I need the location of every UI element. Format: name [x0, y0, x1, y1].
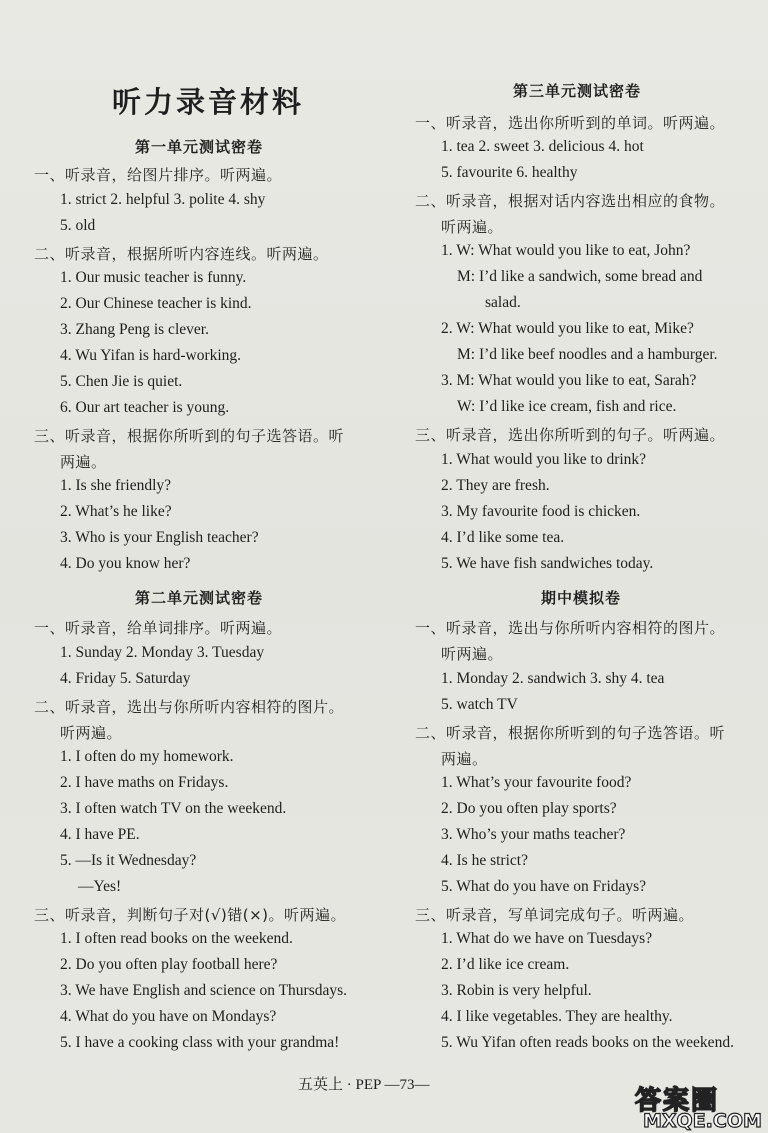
unit3-q3: 三、听录音，选出你所听到的句子。听两遍。: [415, 426, 726, 444]
unit1-q2-item: 5. Chen Jie is quiet.: [60, 373, 183, 390]
unit1-title: 第一单元测试密卷: [135, 138, 264, 156]
unit2-q1-item: 4. Friday 5. Saturday: [60, 670, 191, 687]
midterm-q3: 三、听录音，写单词完成句子。听两遍。: [415, 906, 695, 924]
unit1-q3-item: 4. Do you know her?: [60, 555, 191, 572]
unit3-q2-item: salad.: [485, 294, 521, 311]
unit3-q1-item: 1. tea 2. sweet 3. delicious 4. hot: [441, 138, 644, 155]
unit3-q3-item: 5. We have fish sandwiches today.: [441, 555, 654, 572]
unit3-q3-item: 3. My favourite food is chicken.: [441, 503, 641, 520]
unit3-q2-item: 2. W: What would you like to eat, Mike?: [441, 320, 694, 337]
unit2-q2: 二、听录音，选出与你所听内容相符的图片。: [34, 698, 345, 716]
unit3-q1-item: 5. favourite 6. healthy: [441, 164, 578, 181]
unit1-q3-cont: 两遍。: [60, 453, 107, 471]
midterm-q1: 一、听录音，选出与你所听内容相符的图片。: [415, 619, 726, 637]
unit1-q2-item: 4. Wu Yifan is hard-working.: [60, 347, 242, 364]
unit3-q2-item: 3. M: What would you like to eat, Sarah?: [441, 372, 697, 389]
unit3-q3-item: 4. I’d like some tea.: [441, 529, 565, 546]
unit1-q1: 一、听录音，给图片排序。听两遍。: [34, 166, 283, 184]
unit1-q2-item: 3. Zhang Peng is clever.: [60, 321, 209, 338]
unit2-q2-item: 2. I have maths on Fridays.: [60, 774, 229, 791]
midterm-q2: 二、听录音，根据你所听到的句子选答语。听: [415, 724, 726, 742]
unit1-q3: 三、听录音，根据你所听到的句子选答语。听: [34, 427, 345, 445]
unit3-q3-item: 1. What would you like to drink?: [441, 451, 647, 468]
unit3-q2-cont: 听两遍。: [441, 218, 504, 236]
page-title: 听力录音材料: [112, 85, 305, 119]
unit1-q2-item: 6. Our art teacher is young.: [60, 399, 230, 416]
watermark-bottom: MXQE.COM: [643, 1110, 762, 1132]
unit3-q2-item: M: I’d like beef noodles and a hamburger.: [457, 346, 718, 363]
midterm-q2-cont: 两遍。: [441, 750, 488, 768]
midterm-q3-item: 4. I like vegetables. They are healthy.: [441, 1008, 673, 1025]
unit1-q1-item: 5. old: [60, 217, 96, 234]
unit1-q3-item: 2. What’s he like?: [60, 503, 172, 520]
midterm-q3-item: 2. I’d like ice cream.: [441, 956, 570, 973]
midterm-q3-item: 3. Robin is very helpful.: [441, 982, 592, 999]
unit1-q1-item: 1. strict 2. helpful 3. polite 4. shy: [60, 191, 266, 208]
unit2-q3-item: 5. I have a cooking class with your grandma!: [60, 1034, 340, 1051]
midterm-q2-item: 1. What’s your favourite food?: [441, 774, 632, 791]
unit1-q2-item: 2. Our Chinese teacher is kind.: [60, 295, 252, 312]
midterm-q2-item: 4. Is he strict?: [441, 852, 528, 869]
unit2-q2-cont: 听两遍。: [60, 724, 123, 742]
unit2-q2-item: 4. I have PE.: [60, 826, 140, 843]
unit2-q2-item: 3. I often watch TV on the weekend.: [60, 800, 287, 817]
midterm-q2-item: 3. Who’s your maths teacher?: [441, 826, 626, 843]
unit2-q2-item: 1. I often do my homework.: [60, 748, 234, 765]
unit2-q3-item: 2. Do you often play football here?: [60, 956, 278, 973]
midterm-q3-item: 1. What do we have on Tuesdays?: [441, 930, 653, 947]
unit1-q3-item: 3. Who is your English teacher?: [60, 529, 259, 546]
midterm-q1-cont: 听两遍。: [441, 645, 504, 663]
unit3-q3-item: 2. They are fresh.: [441, 477, 550, 494]
midterm-q2-item: 2. Do you often play sports?: [441, 800, 617, 817]
page-footer: 五英上 · PEP —73—: [298, 1077, 430, 1093]
midterm-q1-item: 5. watch TV: [441, 696, 518, 713]
unit3-q2: 二、听录音，根据对话内容选出相应的食物。: [415, 192, 726, 210]
midterm-q2-item: 5. What do you have on Fridays?: [441, 878, 647, 895]
unit2-q3-item: 4. What do you have on Mondays?: [60, 1008, 277, 1025]
unit3-q1: 一、听录音，选出你所听到的单词。听两遍。: [415, 114, 726, 132]
watermark-logo: [635, 1080, 763, 1130]
unit2-q2-item: 5. —Is it Wednesday?: [60, 852, 197, 869]
midterm-q1-item: 1. Monday 2. sandwich 3. shy 4. tea: [441, 670, 665, 687]
unit3-q2-item: W: I’d like ice cream, fish and rice.: [457, 398, 677, 415]
unit1-q2: 二、听录音，根据所听内容连线。听两遍。: [34, 245, 329, 263]
unit2-q1-item: 1. Sunday 2. Monday 3. Tuesday: [60, 644, 265, 661]
unit2-q3: 三、听录音，判断句子对(√)错(×)。听两遍。: [34, 906, 347, 924]
unit2-q2-item: —Yes!: [78, 878, 122, 895]
unit3-q2-item: 1. W: What would you like to eat, John?: [441, 242, 691, 259]
unit3-q2-item: M: I’d like a sandwich, some bread and: [457, 268, 703, 285]
unit2-q3-item: 1. I often read books on the weekend.: [60, 930, 293, 947]
unit1-q2-item: 1. Our music teacher is funny.: [60, 269, 247, 286]
unit1-q3-item: 1. Is she friendly?: [60, 477, 172, 494]
midterm-title: 期中模拟卷: [541, 589, 622, 607]
unit2-q3-item: 3. We have English and science on Thursdays.: [60, 982, 348, 999]
unit2-title: 第二单元测试密卷: [135, 589, 264, 607]
unit2-q1: 一、听录音，给单词排序。听两遍。: [34, 619, 283, 637]
watermark-top: 答案圈: [635, 1086, 720, 1116]
unit3-title: 第三单元测试密卷: [513, 82, 642, 100]
midterm-q3-item: 5. Wu Yifan often reads books on the weekend.: [441, 1034, 734, 1051]
